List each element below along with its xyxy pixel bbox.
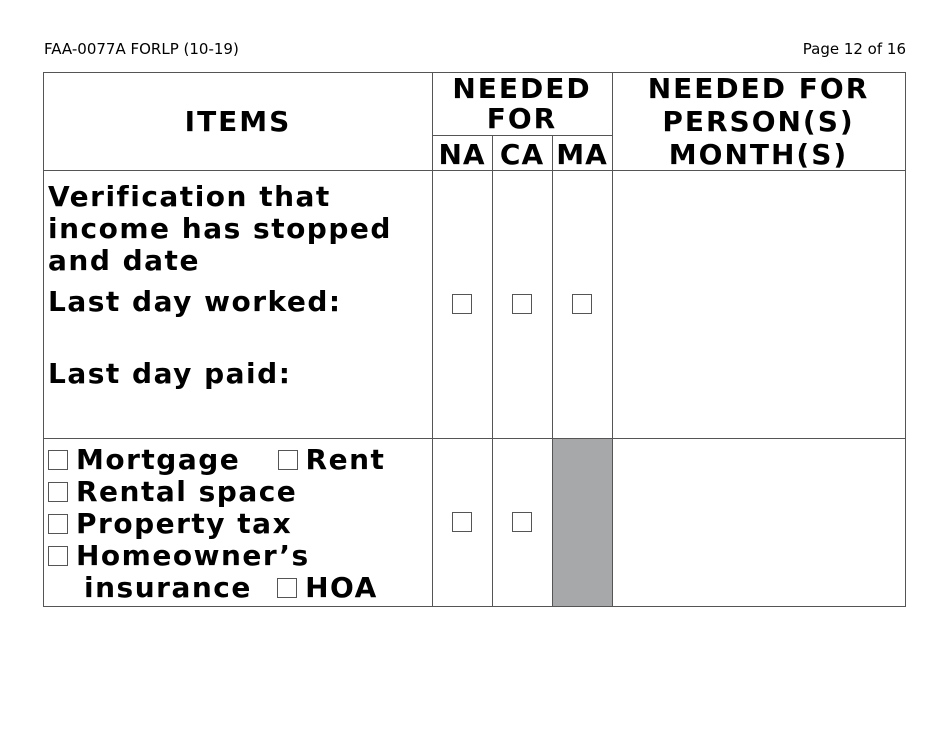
last-day-worked-label: Last day worked: [48,285,342,318]
row2-na-checkbox[interactable] [452,512,472,532]
last-day-paid-label: Last day paid: [48,357,292,390]
insurance-label: insurance [84,571,252,604]
row1-ca-checkbox[interactable] [512,294,532,314]
property-tax-label: Property tax [76,507,293,540]
needed-for-split [432,135,612,136]
row1-ma-checkbox[interactable] [572,294,592,314]
form-id: FAA-0077A FORLP (10-19) [44,40,239,58]
col-ca-header: CA [499,138,545,171]
hoa-label: HOA [305,571,378,604]
col-ma-header: MA [556,138,608,171]
row1-bottom-border [43,438,906,439]
mortgage-checkbox[interactable] [48,450,68,470]
row1-line1: Verification that [48,180,331,213]
row2-line3 [48,508,292,540]
homeowners-insurance-checkbox[interactable] [48,546,68,566]
property-tax-checkbox[interactable] [48,514,68,534]
col-persons-header-3: MONTH(S) [668,138,849,171]
col-persons-header-2: PERSON(S) [662,105,855,138]
right-border [905,72,906,607]
rent-label: Rent [305,443,386,476]
row1-na-checkbox[interactable] [452,294,472,314]
col-needed-for-header-2: FOR [486,102,558,135]
row1-line3: and date [48,244,200,277]
row1-line2: income has stopped [48,212,392,245]
hoa-checkbox[interactable] [277,578,297,598]
mortgage-label: Mortgage [76,443,241,476]
homeowners-label: Homeowner’s [76,539,310,572]
row2-line2 [48,476,297,508]
row2-ca-checkbox[interactable] [512,512,532,532]
rental-space-checkbox[interactable] [48,482,68,502]
col-na-header: NA [438,138,486,171]
col-needed-for-header-1: NEEDED [452,72,592,105]
row2-ma-shaded-cell [553,439,612,606]
col-items-header: ITEMS [184,105,292,138]
left-border [43,72,44,607]
col-persons-header-1: NEEDED FOR [647,72,870,105]
row2-line5 [84,572,378,604]
page-number: Page 12 of 16 [802,40,906,58]
row2-line4 [48,540,310,572]
na-col-border [492,135,493,607]
row2-line1 [48,444,385,476]
table-bottom-border [43,606,906,607]
rental-space-label: Rental space [76,475,298,508]
rent-checkbox[interactable] [278,450,298,470]
